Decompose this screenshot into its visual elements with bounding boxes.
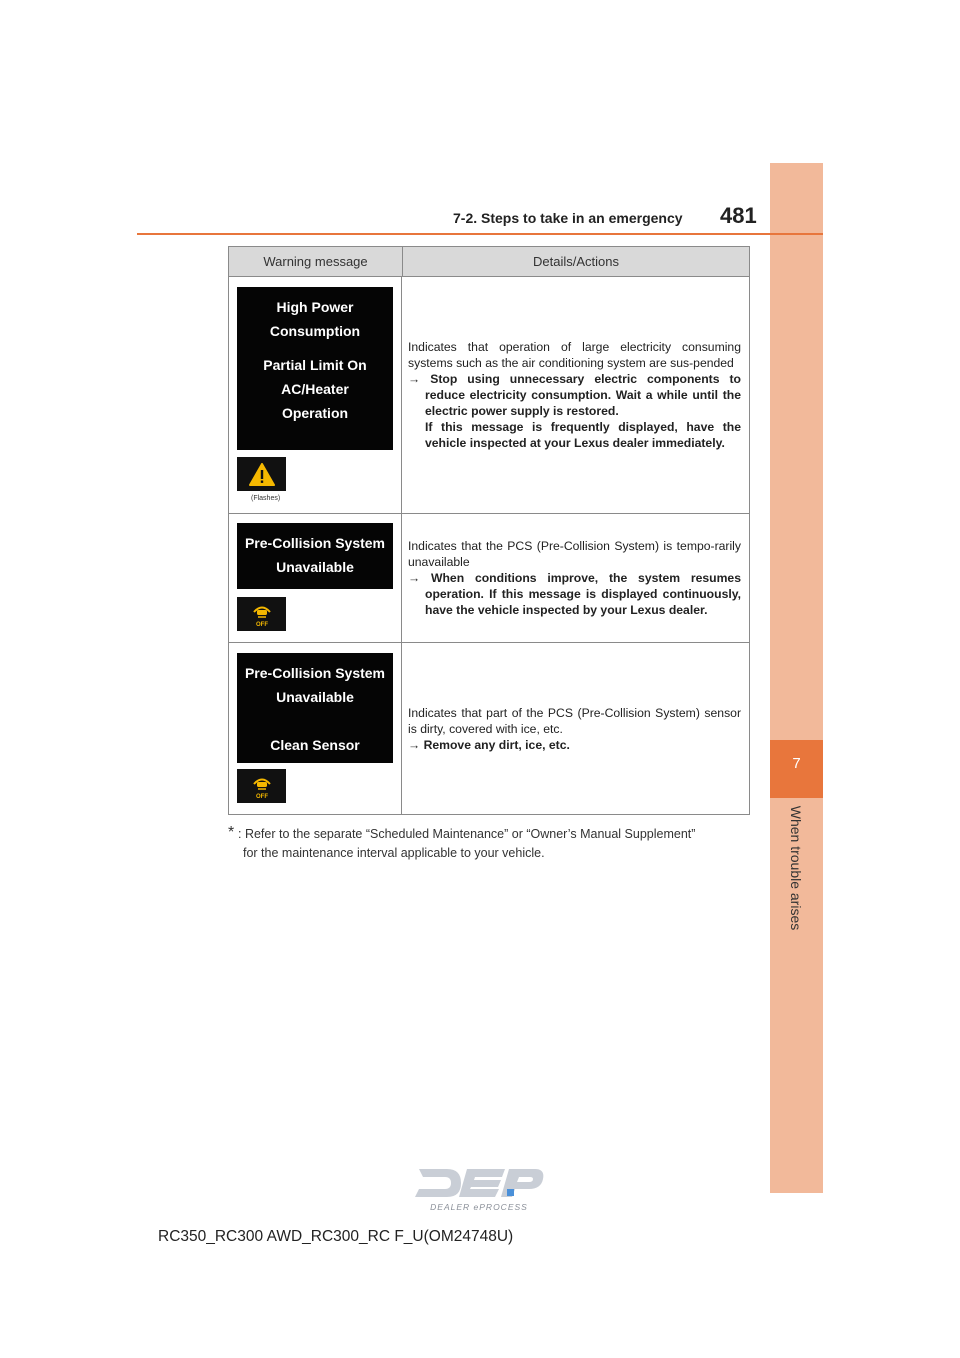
screen-line: Pre-Collision System <box>244 535 386 551</box>
action-text: → Remove any dirt, ice, etc. <box>408 737 570 752</box>
screen-line: Unavailable <box>276 689 354 705</box>
column-header-warning: Warning message <box>229 247 403 276</box>
logo-text: DEALER ePROCESS <box>430 1202 528 1212</box>
table-row <box>229 514 749 643</box>
svg-text:OFF: OFF <box>255 622 268 627</box>
screen-spacer <box>237 709 393 733</box>
side-tab <box>770 163 823 1193</box>
chapter-number: 7 <box>792 755 801 772</box>
details-text: Indicates that part of the PCS (Pre-Collision System) sensor is dirty, covered with ice, etc. <box>408 705 741 736</box>
details-cell <box>402 514 749 642</box>
screen-line: Operation <box>281 405 349 421</box>
svg-text:OFF: OFF <box>255 794 268 799</box>
footnote-mark: * <box>228 824 235 841</box>
screen-line: Clean Sensor <box>270 737 360 753</box>
warning-message-cell <box>229 277 402 513</box>
footnote-line: : Refer to the separate “Scheduled Maintenance” or “Owner’s Manual Supplement” <box>238 827 696 841</box>
table-row <box>229 643 749 814</box>
display-screen <box>237 653 393 763</box>
display-screen <box>237 287 393 450</box>
details-cell <box>402 643 749 814</box>
screen-line: Consumption <box>269 323 361 339</box>
details-text: Indicates that the PCS (Pre-Collision System) is tempo-rarily unavailable <box>408 539 741 569</box>
details-cell <box>402 277 749 513</box>
column-header-details: Details/Actions <box>533 254 619 269</box>
screen-spacer <box>237 343 393 353</box>
table-row <box>229 277 749 514</box>
screen-line: AC/Heater <box>281 381 349 397</box>
header-rule <box>137 233 823 235</box>
screen-line: Pre-Collision System <box>244 665 386 681</box>
action-text: → Stop using unnecessary electric components to reduce electricity consumption. Wait a while until the electric power supply is restored. <box>408 372 741 418</box>
warning-message-cell <box>229 643 402 814</box>
page-number: 481 <box>720 203 757 228</box>
note-text: If this message is frequently displayed, have the vehicle inspected at your Lexus dealer immediately. <box>425 420 741 450</box>
screen-line: Partial Limit On <box>263 357 367 373</box>
screen-line: Unavailable <box>276 559 354 575</box>
footnote <box>228 825 750 863</box>
pcs-off-icon <box>237 769 286 803</box>
details-text: Indicates that operation of large electricity consuming systems such as the air conditioning system are sus-pended <box>408 340 741 370</box>
table-header <box>229 247 749 277</box>
warning-triangle-icon <box>237 457 286 491</box>
model-code: RC350_RC300 AWD_RC300_RC F_U(OM24748U) <box>158 1228 514 1245</box>
warning-table <box>228 246 750 815</box>
dep-logo <box>413 1163 546 1215</box>
display-screen <box>237 523 393 589</box>
action-text: → When conditions improve, the system resumes operation. If this message is displayed continuously, have the vehicle inspected by your Lexus dealer. <box>408 571 741 617</box>
chapter-label: When trouble arises <box>788 805 804 931</box>
pcs-off-icon <box>237 597 286 631</box>
icon-note: (Flashes) <box>251 495 281 502</box>
footnote-line: for the maintenance interval applicable to your vehicle. <box>243 846 545 860</box>
warning-message-cell <box>229 514 402 642</box>
screen-line: High Power <box>276 299 354 315</box>
section-title: 7-2. Steps to take in an emergency <box>453 210 683 226</box>
